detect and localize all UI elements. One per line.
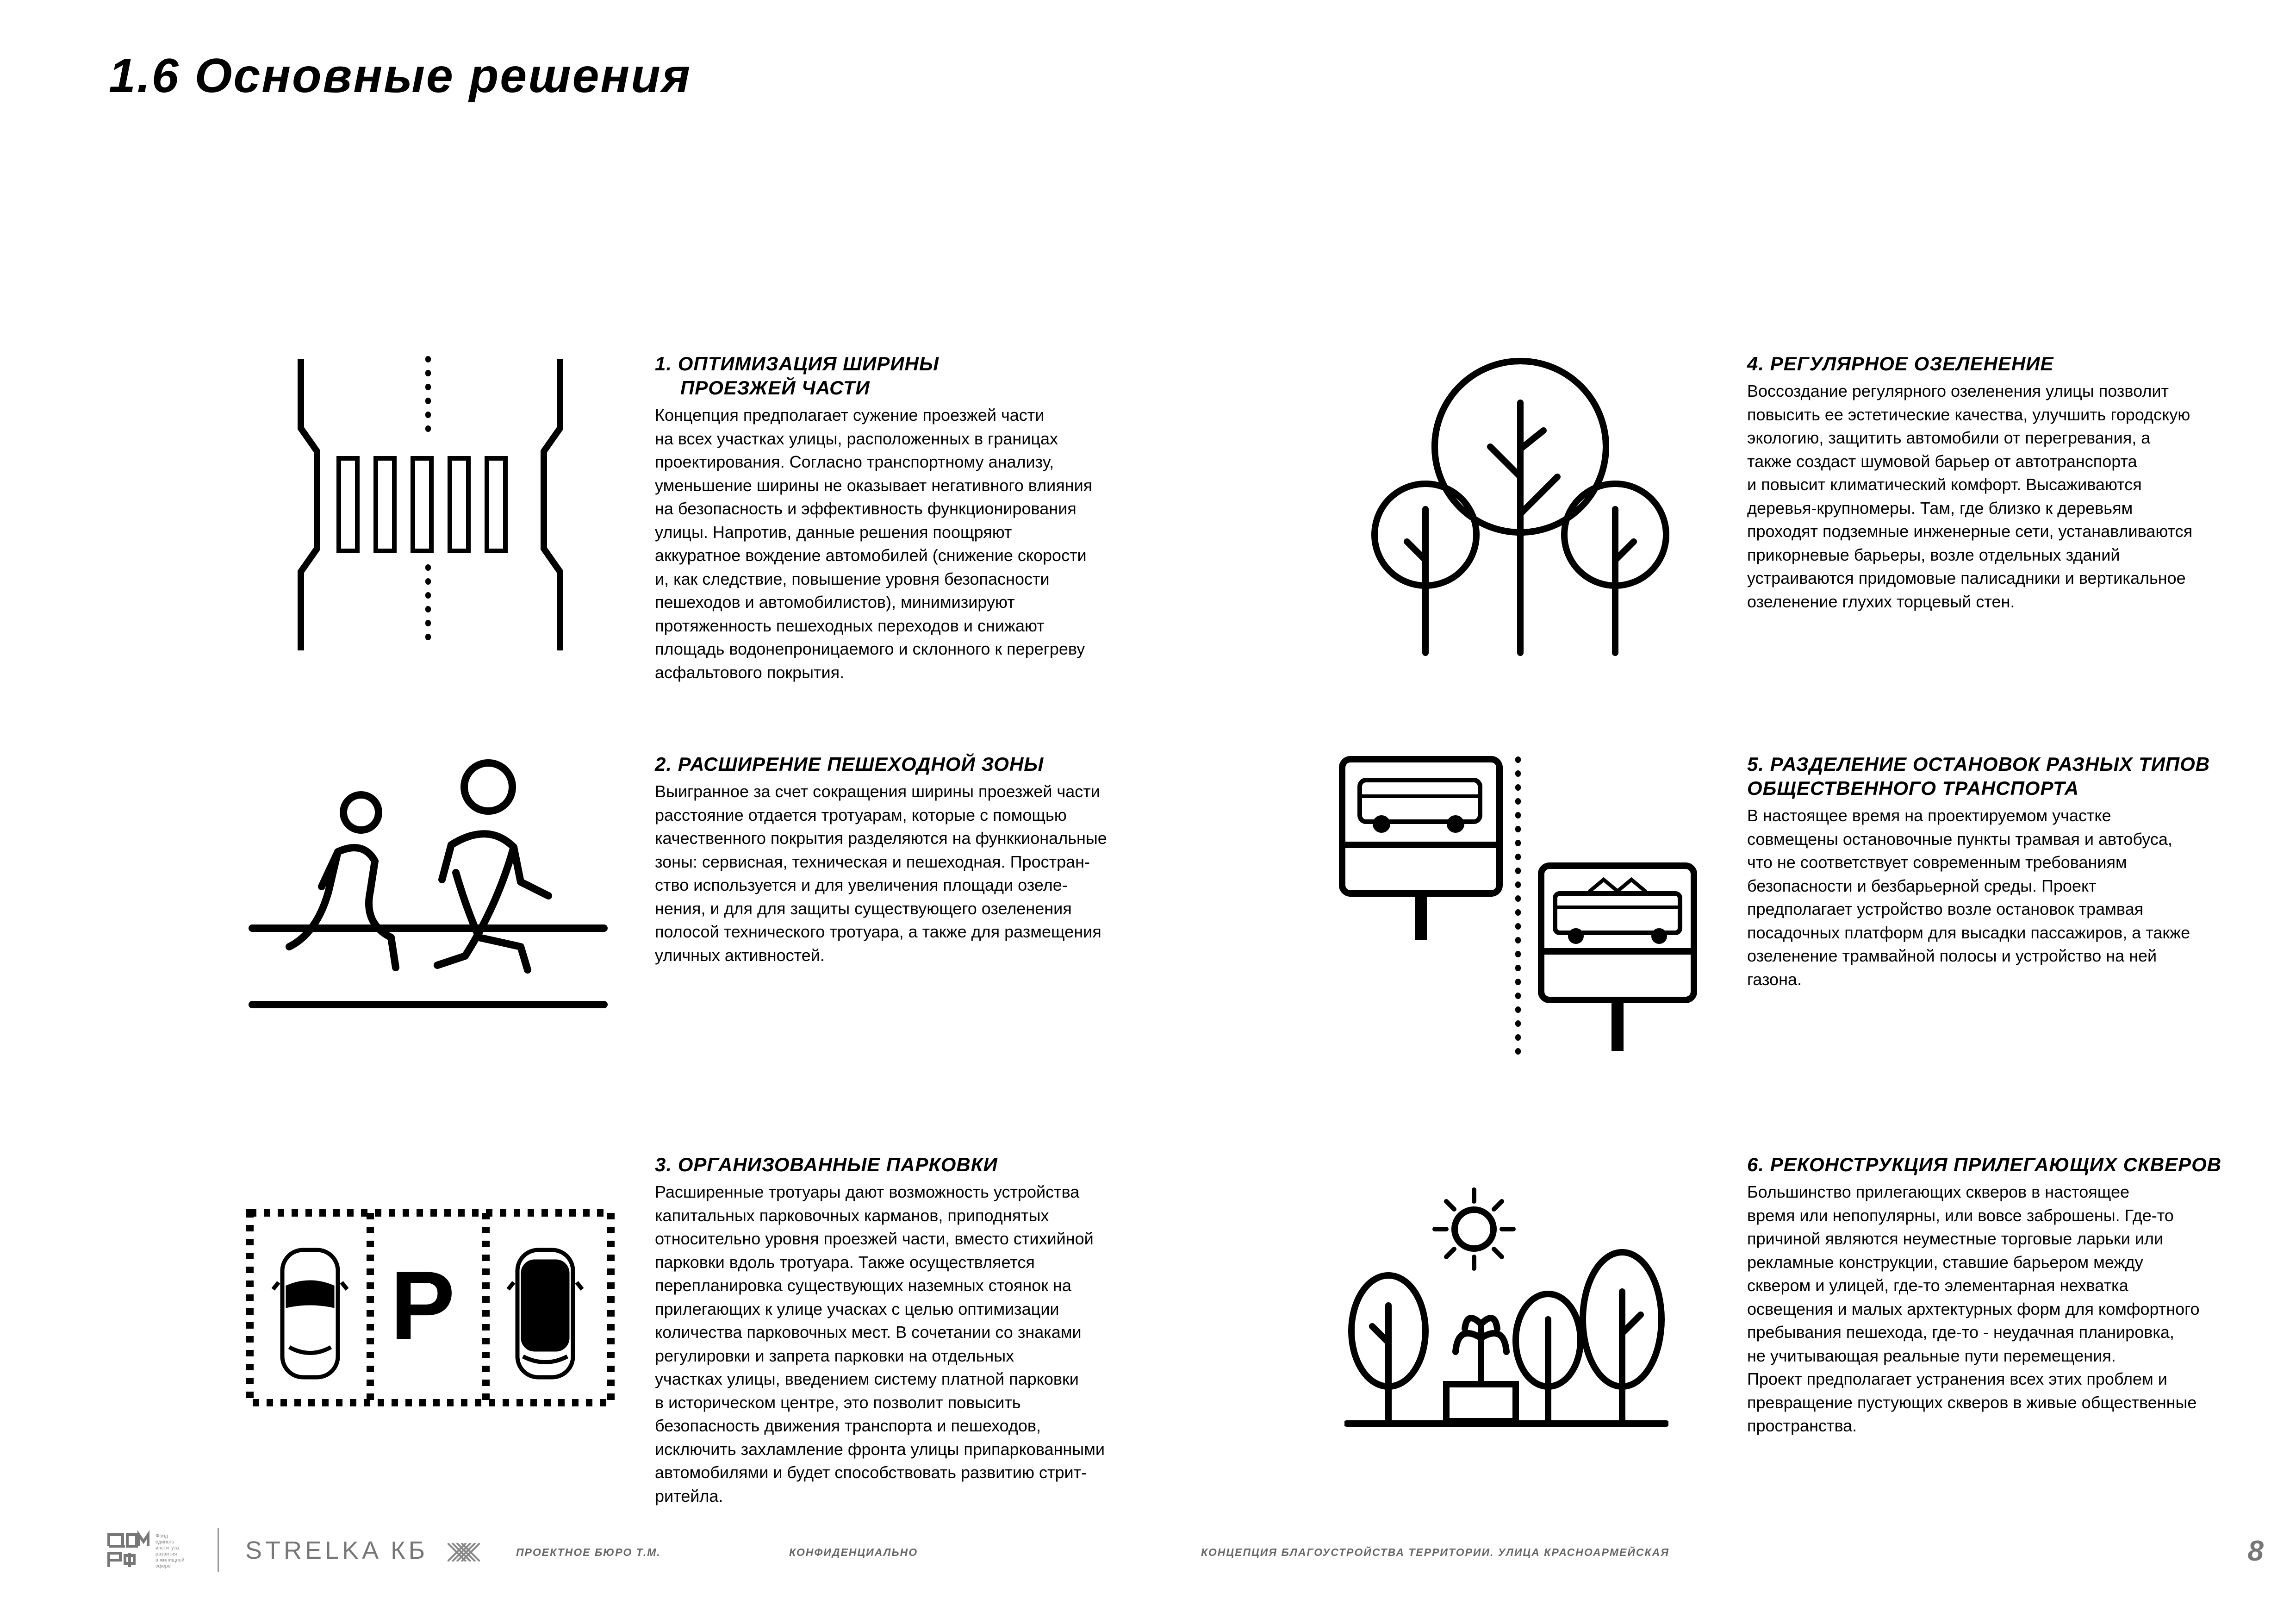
section-3-heading: 3. ОРГАНИЗОВАННЫЕ ПАРКОВКИ: [655, 1154, 998, 1175]
section-2: [655, 752, 1187, 967]
page-title: 1.6 Основные решения: [109, 49, 691, 103]
section-1-text: Концепция предполагает сужение проезжей части на всех участках улицы, расположенных в границах проектирования. Согласно транспортному анализу, уменьшение ширины не оказывает негативного влияния на безопасность и эффективность функционирования улицы. Напротив, данные решения поощряют аккуратное вождение автомобилей (снижение скорости и, как следствие, повышение уровня безопасности пешеходов и автомобилистов), минимизируют протяженность пешеходных переходов и снижают площадь водонепроницаемого и склонного к перегреву асфальтового покрытия.: [655, 406, 1093, 682]
page-number: 8: [2247, 1535, 2264, 1567]
park-fountain-icon: [1344, 1185, 1668, 1430]
dom-rf-caption: Фонд единого института развития в жилищной сфере: [156, 1533, 185, 1569]
parking-letter: P: [390, 1251, 455, 1360]
footer-confidential: КОНФИДЕНЦИАЛЬНО: [789, 1546, 918, 1558]
transit-stops-icon: [1338, 755, 1699, 1060]
section-1: [655, 352, 1187, 684]
section-2-text: Выигранное за счет сокращения ширины проезжей части расстояние отдается тротуарам, которые с помощью качественного покрытия разделяются на функкиональные зоны: сервисная, техническая и пешеходная. Простран- ство используется и для увеличения площади озеле- нения, и для для защиты существующего озеленения полосой технического тротуара, а также для размещения уличных активностей.: [655, 782, 1107, 965]
section-6-text: Большинство прилегающих скверов в настоящее время или непопулярны, или вовсе заброшены. Где-то причиной являются неуместные торговые ларьки или рекламные конструкции, ставшие барьером между сквером и улицей, где-то элементарная нехватка освещения и малых архтектурных форм для комфортного пребывания пешехода, где-то - неудачная планировка, не учитывающая реальные пути перемещения. Проект предполагает устранения всех этих проблем и превращение пустующих скверов в живые общественные пространства.: [1747, 1182, 2200, 1435]
footer-project: КОНЦЕПЦИЯ БЛАГОУСТРОЙСТВА ТЕРРИТОРИИ. УЛИЦА КРАСНОАРМЕЙСКАЯ: [1201, 1546, 1670, 1558]
section-3-text: Расширенные тротуары дают возможность устройства капитальных парковочных карманов, приподнятых относительно уровня проезжей части, вместо стихийной парковки вдоль тротуара. Также осуществляется перепланировка существующих наземных стоянок на прилегающих к улице учасках с целью оптимизации количества парковочных мест. В сочетании со знаками регулировки и запрета парковки на отдельных участках улицы, введением систему платной парковки в историческом центре, это позволит повысить безопасность движения транспорта и пешеходов, исключить захламление фронта улицы припаркованными автомобилями и будет способствовать развитию стрит- ритейла.: [655, 1182, 1105, 1505]
footer-bureau: ПРОЕКТНОЕ БЮРО Т.М.: [516, 1546, 661, 1558]
section-5-heading: 5. РАЗДЕЛЕНИЕ ОСТАНОВОК РАЗНЫХ ТИПОВ ОБЩЕСТВЕННОГО ТРАНСПОРТА: [1747, 753, 2210, 799]
dom-rf-logo: [106, 1530, 150, 1572]
trees-icon: [1368, 356, 1673, 657]
section-6-heading: 6. РЕКОНСТРУКЦИЯ ПРИЛЕГАЮЩИХ СКВЕРОВ: [1747, 1154, 2222, 1175]
strelka-logo: STRELKA КБ: [245, 1536, 480, 1565]
section-4-heading: 4. РЕГУЛЯРНОЕ ОЗЕЛЕНЕНИЕ: [1747, 353, 2054, 375]
crosswalk-icon: [296, 354, 565, 655]
pedestrians-icon: [248, 752, 609, 1012]
section-6: [1747, 1153, 2279, 1438]
section-5: [1747, 752, 2279, 991]
section-4-text: Воссоздание регулярного озеленения улицы позволит повысить ее эстетические качества, улучшить городскую экологию, защитить автомобили от перегревания, а также создаст шумовой барьер от автотранспорта и повысит климатический комфорт. Высаживаются деревья-крупномеры. Там, где близко к деревьям проходят подземные инженерные сети, устанавливаются прикорневые барьеры, возле отдельных зданий устраиваются придомовые палисадники и вертикальное озеленение глухих торцевый стен.: [1747, 381, 2193, 611]
strelka-mark-icon: [448, 1543, 480, 1562]
section-1-heading: 1. ОПТИМИЗАЦИЯ ШИРИНЫ ПРОЕЗЖЕЙ ЧАСТИ: [655, 353, 939, 399]
section-2-heading: 2. РАСШИРЕНИЕ ПЕШЕХОДНОЙ ЗОНЫ: [655, 753, 1044, 775]
section-4: [1747, 352, 2279, 613]
section-5-text: В настоящее время на проектируемом участке совмещены остановочные пункты трамвая и автобуса, что не соответствует современным требованиям безопасности и безбарьерной среды. Проект предполагает устройство возле остановок трамвая посадочных платформ для высадки пассажиров, а также озеленение трамвайной полосы и устройство на ней газона.: [1747, 806, 2190, 989]
footer-divider: [218, 1528, 219, 1572]
section-3: [655, 1153, 1187, 1508]
